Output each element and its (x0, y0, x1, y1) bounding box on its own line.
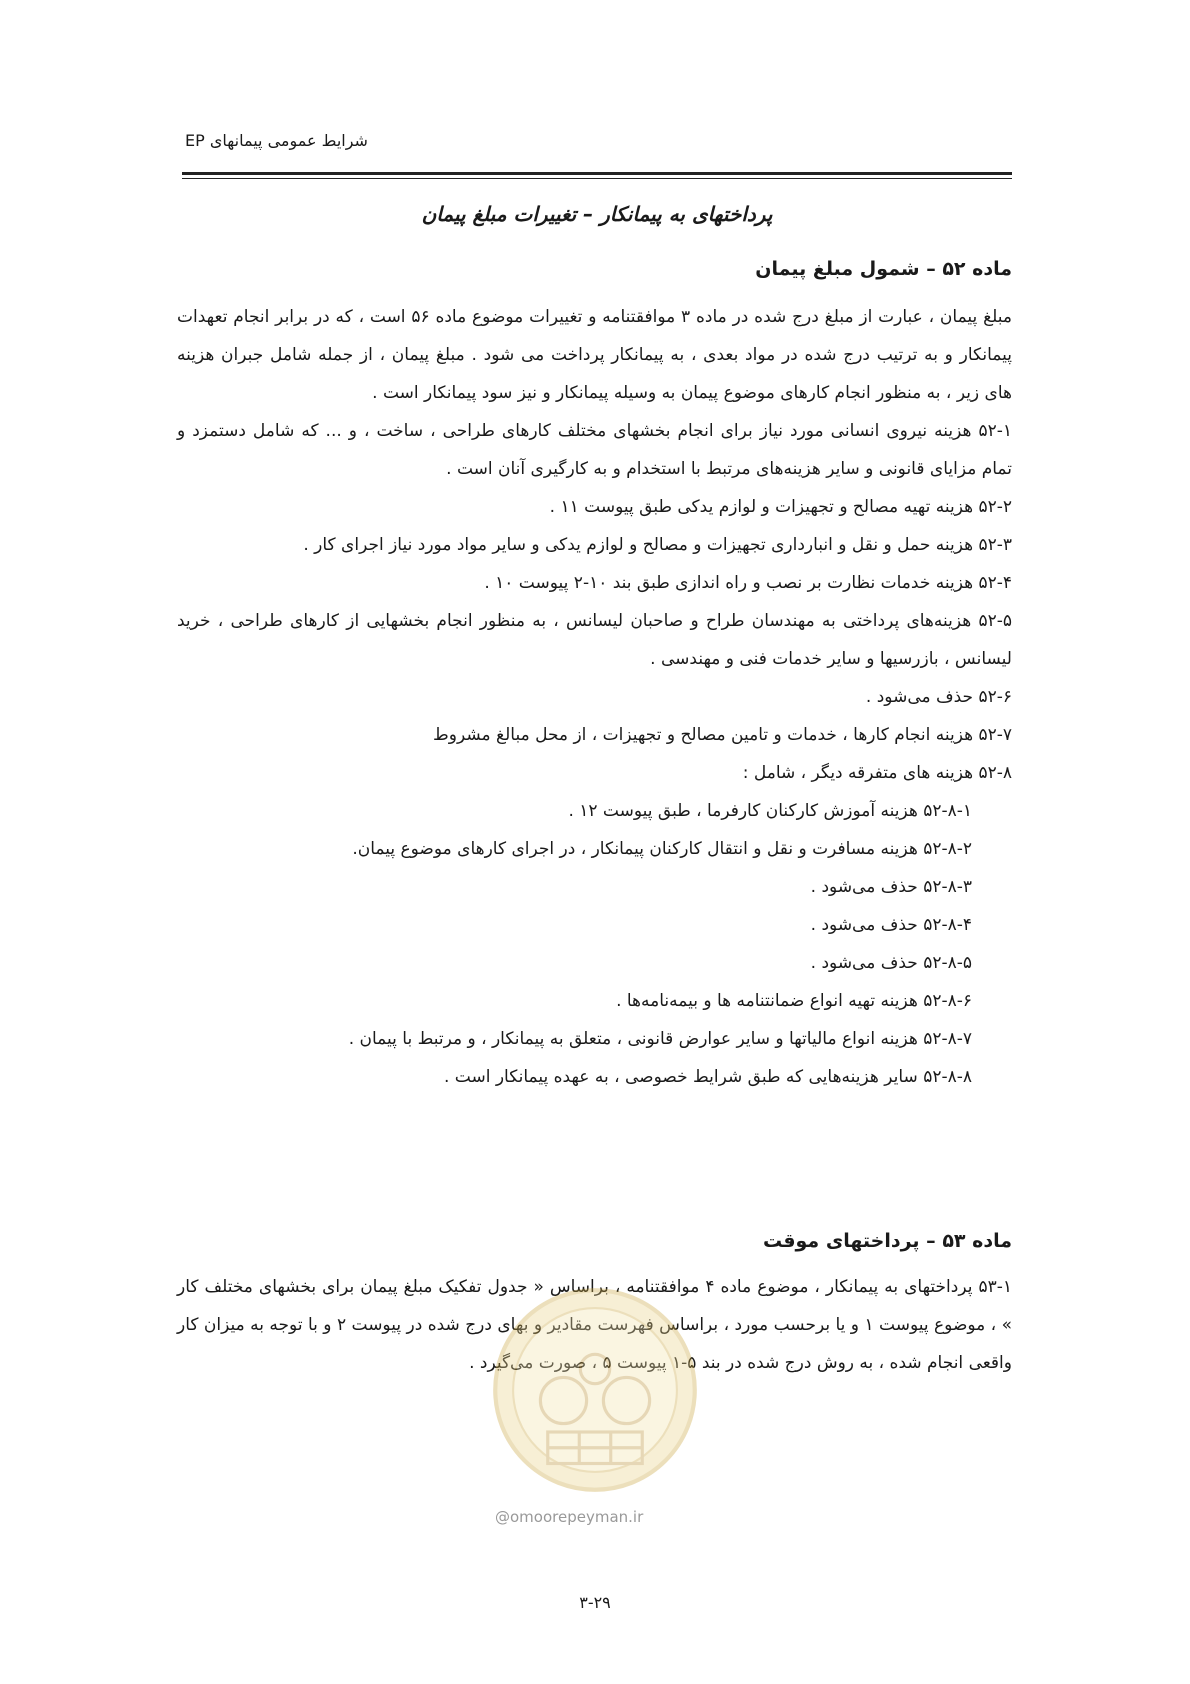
watermark-url: @omoorepeyman.ir (495, 1508, 644, 1526)
article-52-intro: مبلغ پیمان ، عبارت از مبلغ درج شده در ماده ۳ موافقتنامه و تغییرات موضوع ماده ۵۶ است ، که در برابر انجام تعهدات پیمانکار و به ترتیب درج شده در مواد بعدی ، به پیمانکار پرداخت می شود . مبلغ پیمان ، از جمله شامل جبران هزینه های زیر ، به منظور انجام کارهای موضوع پیمان به وسیله پیمانکار و نیز سود پیمانکار است . (177, 307, 1012, 403)
sub-item: ۵۲-۸-۵ حذف می‌شود . (810, 953, 972, 973)
running-header: شرایط عمومی پیمانهای EP (185, 131, 368, 150)
sub-item: ۵۲-۸-۱ هزینه آموزش کارکنان کارفرما ، طبق پیوست ۱۲ . (568, 801, 972, 821)
list-item: ۵۲-۲ هزینه تهیه مصالح و تجهیزات و لوازم یدکی طبق پیوست ۱۱ . (549, 497, 1012, 517)
list-item: ۵۲-۱ هزینه نیروی انسانی مورد نیاز برای انجام بخشهای مختلف کارهای طراحی ، ساخت ، و ... که شامل دستمزد و تمام مزایای قانونی و سایر هزینه‌های مرتبط با استخدام و به کارگیری آنان است . (177, 421, 1012, 479)
sub-item: ۵۲-۸-۸ سایر هزینه‌هایی که طبق شرایط خصوصی ، به عهده پیمانکار است . (443, 1067, 972, 1087)
sub-item: ۵۲-۸-۷ هزینه انواع مالیاتها و سایر عوارض قانونی ، متعلق به پیمانکار ، و مرتبط با پیمان . (348, 1029, 972, 1049)
list-item: ۵۲-۷ هزینه انجام کارها ، خدمات و تامین مصالح و تجهیزات ، از محل مبالغ مشروط (433, 725, 1012, 745)
sub-item: ۵۲-۸-۶ هزینه تهیه انواع ضمانتنامه ها و بیمه‌نامه‌ها . (616, 991, 972, 1011)
article-53-body (177, 1268, 1012, 1382)
chapter-title: پرداختهای به پیمانکار – تغییرات مبلغ پیمان (421, 202, 773, 226)
page-number: ۳-۲۹ (579, 1593, 611, 1612)
sub-item: ۵۲-۸-۳ حذف می‌شود . (810, 877, 972, 897)
sub-item: ۵۲-۸-۴ حذف می‌شود . (810, 915, 972, 935)
list-item: ۵۲-۴ هزینه خدمات نظارت بر نصب و راه اندازی طبق بند ۱۰-۲ پیوست ۱۰ . (484, 573, 1012, 593)
article-53-heading: ماده ۵۳ – پرداختهای موقت (762, 1230, 1012, 1252)
list-item: ۵۳-۱ پرداختهای به پیمانکار ، موضوع ماده ۴ موافقتنامه ، براساس « جدول تفکیک مبلغ پیمان برای بخشهای مختلف کار » ، موضوع پیوست ۱ و یا برحسب مورد ، براساس فهرست مقادیر و بهای درج شده در پیوست ۲ و با توجه به میزان کار واقعی انجام شده ، به روش درج شده در بند ۵-۱ پیوست ۵ ، صورت می‌گیرد . (177, 1277, 1012, 1373)
list-item: ۵۲-۶ حذف می‌شود . (865, 687, 1012, 707)
article-52-body (177, 298, 1012, 1096)
list-item: ۵۲-۸ هزینه های متفرقه دیگر ، شامل : (742, 763, 1012, 783)
sub-item: ۵۲-۸-۲ هزینه مسافرت و نقل و انتقال کارکنان پیمانکار ، در اجرای کارهای موضوع پیمان. (352, 839, 972, 859)
header-rule-thin (182, 178, 1012, 179)
list-item: ۵۲-۳ هزینه حمل و نقل و انبارداری تجهیزات و مصالح و لوازم یدکی و سایر مواد مورد نیاز اجرای کار . (303, 535, 1012, 555)
header-rule-thick (182, 172, 1012, 175)
list-item: ۵۲-۵ هزینه‌های پرداختی به مهندسان طراح و صاحبان لیسانس ، به منظور انجام بخشهایی از کارهای طراحی ، خرید لیسانس ، بازرسیها و سایر خدمات فنی و مهندسی . (177, 611, 1013, 669)
article-52-heading: ماده ۵۲ – شمول مبلغ پیمان (755, 258, 1012, 280)
